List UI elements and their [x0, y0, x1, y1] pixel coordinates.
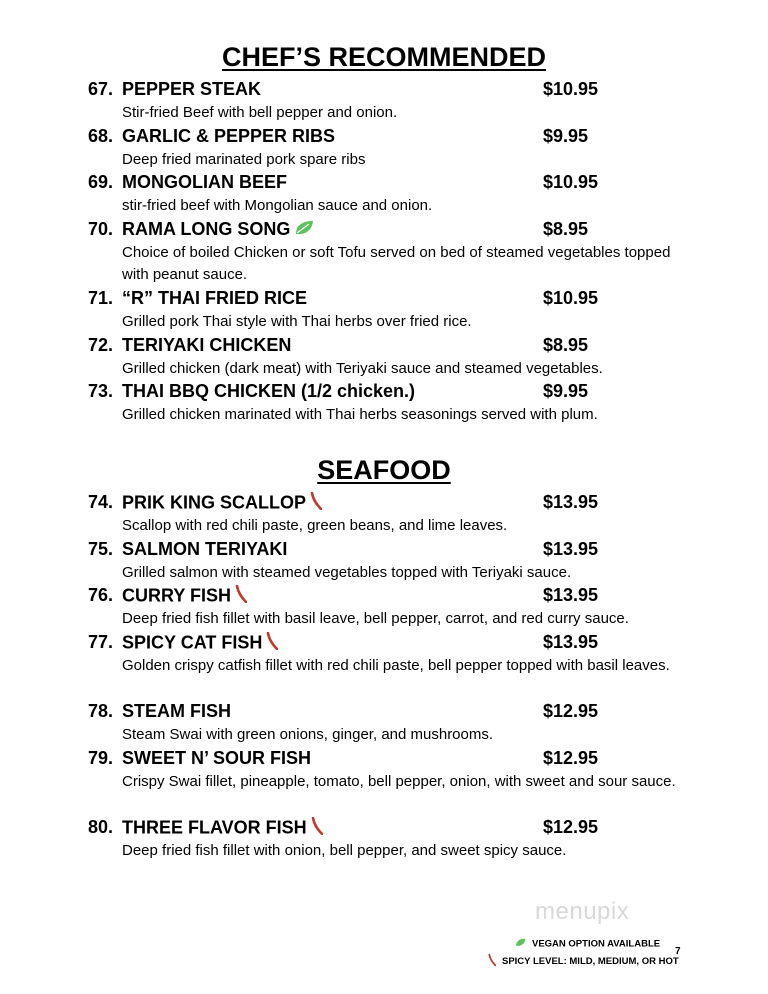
item-description: Grilled pork Thai style with Thai herbs over fried rice. — [122, 313, 472, 330]
section-title-seafood: SEAFOOD — [317, 455, 451, 485]
item-number: 78. — [88, 701, 114, 721]
item-name-text: THREE FLAVOR FISH — [122, 817, 307, 838]
chili-pepper-icon — [311, 817, 323, 840]
section-title-chefs-recommended: CHEF’S RECOMMENDED — [221, 42, 546, 72]
item-name: “R” THAI FRIED RICE — [122, 288, 308, 308]
item-number: 77. — [88, 632, 114, 652]
item-price: $9.95 — [543, 126, 589, 146]
item-name: SWEET N’ SOUR FISH — [122, 748, 312, 768]
item-name-text: PRIK KING SCALLOP — [122, 492, 307, 513]
item-number: 68. — [88, 126, 114, 146]
item-description: Deep fried marinated pork spare ribs — [122, 151, 366, 168]
legend-vegan — [515, 938, 660, 950]
item-price: $8.95 — [543, 219, 589, 239]
item-price: $12.95 — [543, 701, 599, 721]
item-number: 70. — [88, 219, 114, 239]
item-description: Steam Swai with green onions, ginger, and mushrooms. — [122, 726, 494, 743]
item-price: $13.95 — [543, 539, 599, 559]
item-name — [122, 632, 278, 655]
menu-item — [0, 381, 768, 426]
item-name: PEPPER STEAK — [122, 79, 262, 99]
item-name-text: RAMA LONG SONG — [122, 219, 291, 239]
item-description: Crispy Swai fillet, pineapple, tomato, bell pepper, onion, with sweet and sour sauce. — [122, 773, 676, 790]
item-number: 79. — [88, 748, 114, 768]
item-name — [122, 492, 322, 515]
chili-pepper-icon — [266, 632, 278, 655]
item-price: $8.95 — [543, 335, 589, 355]
item-price: $10.95 — [543, 172, 599, 192]
item-price: $13.95 — [543, 492, 599, 512]
item-name — [122, 219, 314, 241]
item-description: Choice of boiled Chicken or soft Tofu served on bed of steamed vegetables topped with peanut sauce. — [122, 244, 671, 283]
item-number: 67. — [88, 79, 114, 99]
item-description: Deep fried fish fillet with basil leave, bell pepper, carrot, and red curry sauce. — [122, 610, 629, 627]
item-number: 69. — [88, 172, 114, 192]
item-number: 73. — [88, 381, 114, 401]
menu-item — [0, 492, 768, 537]
item-description: Golden crispy catfish fillet with red chili paste, bell pepper topped with basil leaves. — [122, 657, 670, 674]
item-description: Stir-fried Beef with bell pepper and onion. — [122, 104, 398, 121]
menu-item — [0, 817, 768, 862]
item-price: $10.95 — [543, 79, 599, 99]
menu-item — [0, 701, 768, 746]
item-name: TERIYAKI CHICKEN — [122, 335, 292, 355]
item-name — [122, 585, 247, 608]
item-description: Scallop with red chili paste, green beans, and lime leaves. — [122, 517, 508, 534]
item-price: $10.95 — [543, 288, 599, 308]
item-name: STEAM FISH — [122, 701, 232, 721]
item-number: 75. — [88, 539, 114, 559]
menu-item — [0, 79, 768, 124]
item-name-text: CURRY FISH — [122, 585, 232, 606]
item-name: THAI BBQ CHICKEN (1/2 chicken.) — [122, 381, 416, 401]
item-number: 71. — [88, 288, 114, 308]
item-name: MONGOLIAN BEEF — [122, 172, 287, 192]
item-price: $13.95 — [543, 632, 599, 652]
item-name-text: SPICY CAT FISH — [122, 632, 263, 653]
item-description: Grilled chicken marinated with Thai herbs seasonings served with plum. — [122, 406, 598, 423]
item-number: 76. — [88, 585, 114, 605]
menu-item — [0, 748, 768, 793]
item-number: 80. — [88, 817, 114, 837]
item-price: $13.95 — [543, 585, 599, 605]
item-description: stir-fried beef with Mongolian sauce and onion. — [122, 197, 433, 214]
vegan-leaf-icon — [294, 220, 314, 241]
item-price: $12.95 — [543, 748, 599, 768]
page-number: 7 — [675, 946, 681, 957]
legend-spicy — [488, 953, 679, 970]
legend-spicy-label: SPICY LEVEL: MILD, MEDIUM, OR HOT — [502, 956, 679, 968]
item-name — [122, 817, 323, 840]
chili-pepper-icon — [235, 585, 247, 608]
item-price: $9.95 — [543, 381, 589, 401]
vegan-leaf-icon — [515, 938, 526, 950]
item-description: Grilled chicken (dark meat) with Teriyaki sauce and steamed vegetables. — [122, 360, 603, 377]
chili-pepper-icon — [310, 492, 322, 515]
item-name: GARLIC & PEPPER RIBS — [122, 126, 336, 146]
menu-item — [0, 219, 768, 286]
menupix-watermark: menupix — [535, 898, 630, 925]
menu-item — [0, 585, 768, 630]
item-price: $12.95 — [543, 817, 599, 837]
menu-item — [0, 172, 768, 217]
menu-item — [0, 335, 768, 380]
item-name: SALMON TERIYAKI — [122, 539, 288, 559]
menu-item — [0, 632, 768, 677]
item-number: 74. — [88, 492, 114, 512]
item-description: Grilled salmon with steamed vegetables topped with Teriyaki sauce. — [122, 564, 572, 581]
item-number: 72. — [88, 335, 114, 355]
menu-item — [0, 288, 768, 333]
menu-item — [0, 539, 768, 584]
chili-pepper-icon — [488, 953, 496, 970]
legend-vegan-label: VEGAN OPTION AVAILABLE — [532, 938, 661, 950]
menu-item — [0, 126, 768, 171]
item-description: Deep fried fish fillet with onion, bell pepper, and sweet spicy sauce. — [122, 842, 567, 859]
